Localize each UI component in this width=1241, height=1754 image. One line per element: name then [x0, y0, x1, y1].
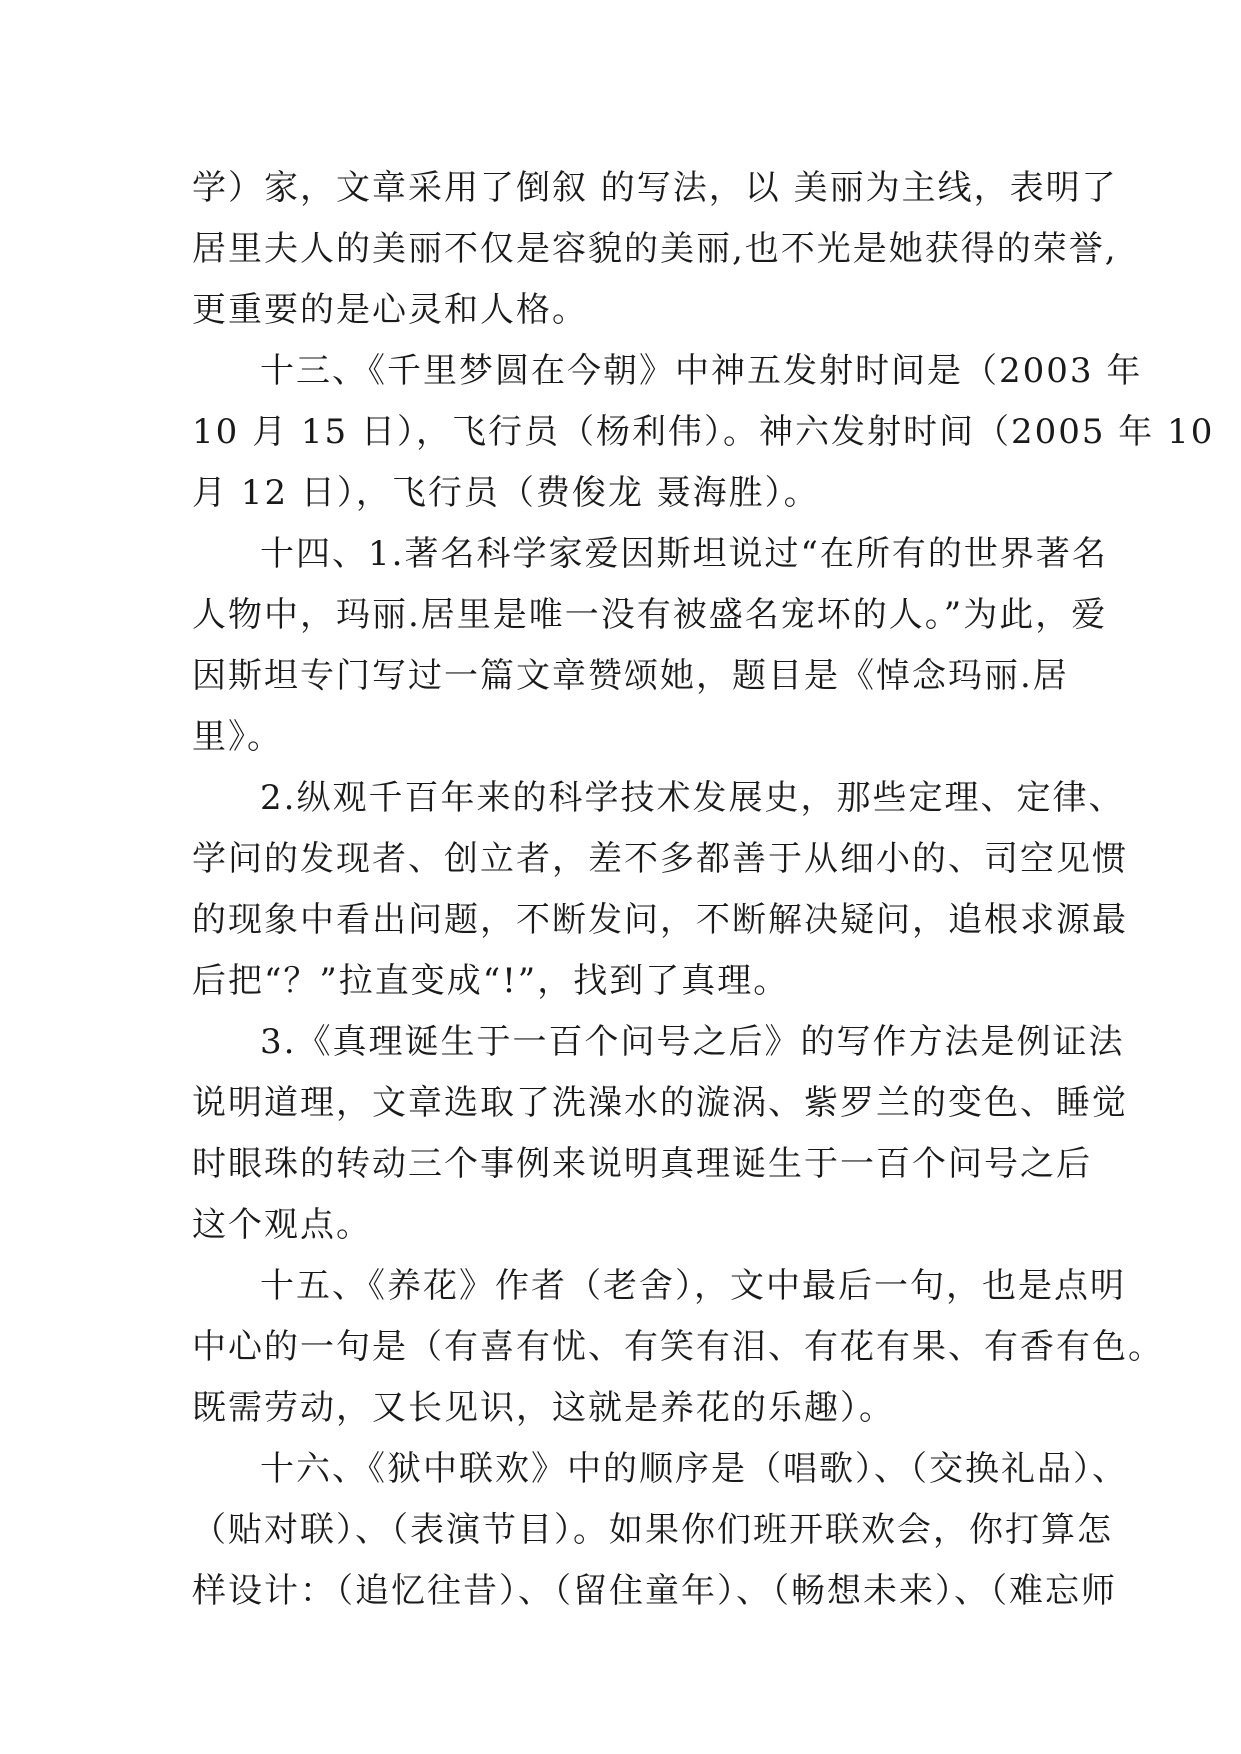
text-line: 人物中，玛丽.居里是唯一没有被盛名宠坏的人。”为此，爱 — [192, 595, 1108, 635]
text-line: 月 12 日），飞行员（费俊龙 聂海胜）。 — [192, 473, 820, 513]
paragraph-continuation — [192, 158, 1118, 341]
text-line: 样设计：（追忆往昔）、（留住童年）、（畅想未来）、（难忘师 — [192, 1571, 1117, 1611]
text-line: 居里夫人的美丽不仅是容貌的美丽,也不光是她获得的荣誉, — [192, 229, 1118, 269]
text-line: 学问的发现者、创立者，差不多都善于从细小的、司空见惯 — [192, 839, 1128, 879]
text-line: 十六、《狱中联欢》中的顺序是（唱歌）、（交换礼品）、 — [260, 1449, 1128, 1489]
text-line: 更重要的是心灵和人格。 — [192, 290, 588, 330]
text-line: 中心的一句是（有喜有忧、有笑有泪、有花有果、有香有色。 — [192, 1327, 1164, 1367]
text-line: 十五、《养花》作者（老舍），文中最后一句，也是点明 — [260, 1266, 1126, 1306]
paragraph-item-14-1 — [192, 524, 1108, 768]
text-line: 10 月 15 日），飞行员（杨利伟）。神六发射时间（2005 年 10 — [192, 412, 1215, 452]
text-line: 2.纵观千百年来的科学技术发展史，那些定理、定律、 — [260, 778, 1125, 818]
text-line: 因斯坦专门写过一篇文章赞颂她，题目是《悼念玛丽.居 — [192, 656, 1069, 696]
paragraph-item-16 — [192, 1439, 1128, 1622]
paragraph-item-15 — [192, 1256, 1164, 1439]
text-line: （贴对联）、（表演节目）。如果你们班开联欢会，你打算怎 — [192, 1510, 1113, 1550]
text-line: 的现象中看出问题，不断发问，不断解决疑问，追根求源最 — [192, 900, 1128, 940]
text-line: 3.《真理诞生于一百个问号之后》的写作方法是例证法 — [260, 1022, 1125, 1062]
text-line: 说明道理，文章选取了洗澡水的漩涡、紫罗兰的变色、睡觉 — [192, 1083, 1128, 1123]
text-line: 这个观点。 — [192, 1205, 372, 1245]
paragraph-item-14-3 — [192, 1012, 1128, 1256]
text-line: 十四、1.著名科学家爱因斯坦说过“在所有的世界著名 — [260, 534, 1108, 574]
text-line: 既需劳动，又长见识，这就是养花的乐趣）。 — [192, 1388, 895, 1428]
paragraph-item-13 — [192, 341, 1215, 524]
text-line: 十三、《千里梦圆在今朝》中神五发射时间是（2003 年 — [260, 351, 1143, 391]
text-line: 时眼珠的转动三个事例来说明真理诞生于一百个问号之后 — [192, 1144, 1092, 1184]
document-page — [192, 158, 1215, 1622]
text-line: 后把“？”拉直变成“!”，找到了真理。 — [192, 961, 790, 1001]
paragraph-item-14-2 — [192, 768, 1128, 1012]
text-line: 里》。 — [192, 717, 283, 757]
text-line: 学）家，文章采用了倒叙 的写法，以 美丽为主线，表明了 — [192, 168, 1118, 208]
